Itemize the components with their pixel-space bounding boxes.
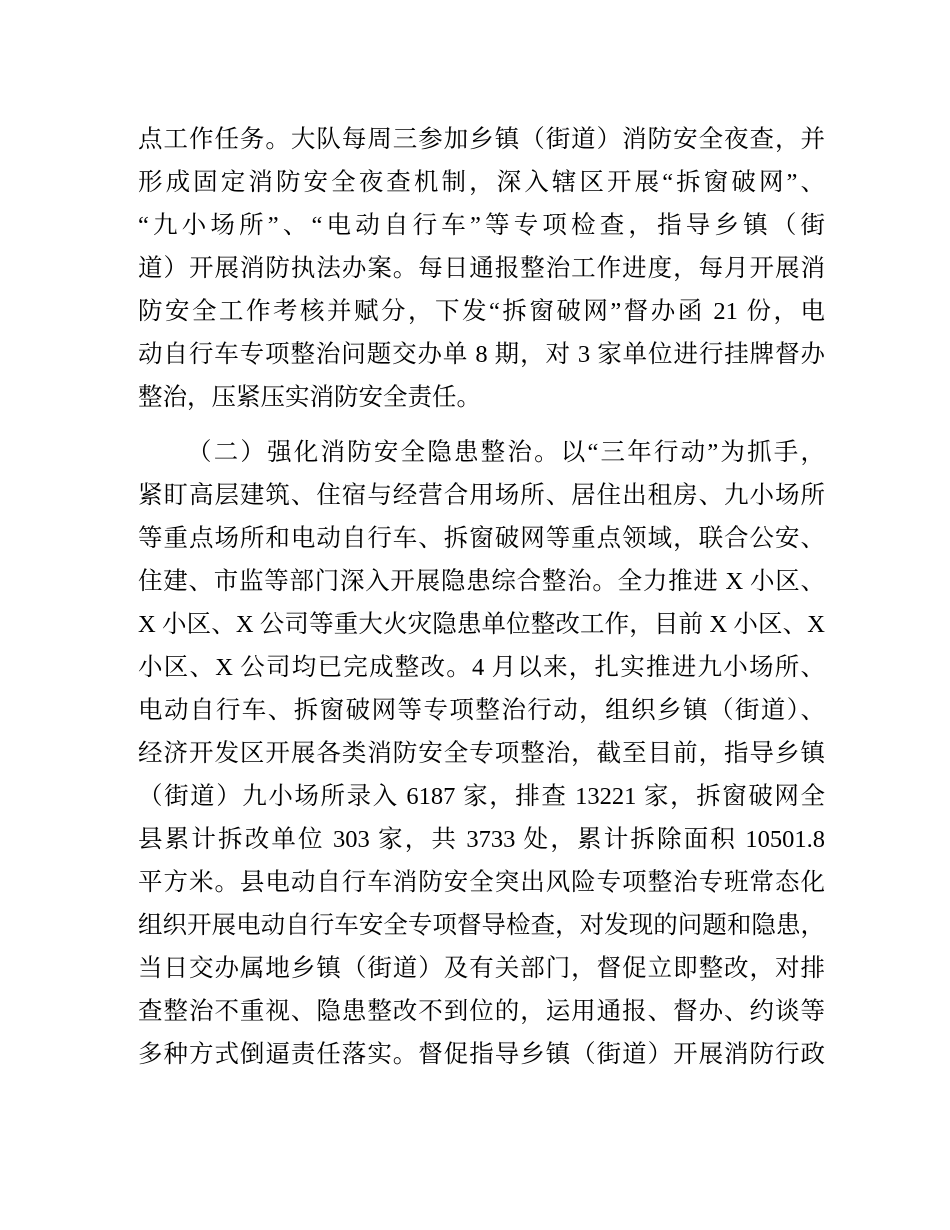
document-line: 道）开展消防执法办案。每日通报整治工作进度，每月开展消	[138, 255, 825, 282]
document-line: 形成固定消防安全夜查机制，深入辖区开展“拆窗破网”、	[138, 169, 825, 196]
document-line: 组织开展电动自行车安全专项督导检查，对发现的问题和隐患，	[138, 912, 825, 939]
document-line: 整治，压紧压实消防安全责任。	[138, 384, 481, 411]
document-line: 住建、市监等部门深入开展隐患综合整治。全力推进 X 小区、	[138, 568, 825, 595]
document-line: 动自行车专项整治问题交办单 8 期，对 3 家单位进行挂牌督办	[138, 341, 825, 368]
paragraph	[138, 118, 825, 419]
document-line: 县累计拆改单位 303 家，共 3733 处，累计拆除面积 10501.8	[138, 826, 825, 853]
document-body	[138, 118, 825, 1076]
document-line: 小区、X 公司均已完成整改。4 月以来，扎实推进九小场所、	[138, 654, 825, 681]
document-line: （二）强化消防安全隐患整治。以“三年行动”为抓手，	[187, 439, 825, 466]
document-line: 点工作任务。大队每周三参加乡镇（街道）消防安全夜查，并	[138, 126, 825, 153]
document-line: 当日交办属地乡镇（街道）及有关部门，督促立即整改，对排	[138, 955, 825, 982]
document-line: 经济开发区开展各类消防安全专项整治，截至目前，指导乡镇	[138, 740, 825, 767]
document-line: 查整治不重视、隐患整改不到位的，运用通报、督办、约谈等	[138, 998, 825, 1025]
paragraph	[138, 431, 825, 1076]
document-line: 等重点场所和电动自行车、拆窗破网等重点领域，联合公安、	[138, 525, 825, 552]
document-line: （街道）九小场所录入 6187 家，排查 13221 家，拆窗破网全	[138, 783, 825, 810]
document-line: 紧盯高层建筑、住宿与经营合用场所、居住出租房、九小场所	[138, 482, 825, 509]
document-line: 平方米。县电动自行车消防安全突出风险专项整治专班常态化	[138, 869, 825, 896]
document-line: 多种方式倒逼责任落实。督促指导乡镇（街道）开展消防行政	[138, 1041, 825, 1068]
document-line: 电动自行车、拆窗破网等专项整治行动，组织乡镇（街道）、	[138, 697, 825, 724]
document-line: X 小区、X 公司等重大火灾隐患单位整改工作，目前 X 小区、X	[138, 611, 825, 638]
document-line: “九小场所”、“电动自行车”等专项检查，指导乡镇（街	[138, 212, 825, 239]
document-line: 防安全工作考核并赋分，下发“拆窗破网”督办函 21 份，电	[138, 298, 825, 325]
